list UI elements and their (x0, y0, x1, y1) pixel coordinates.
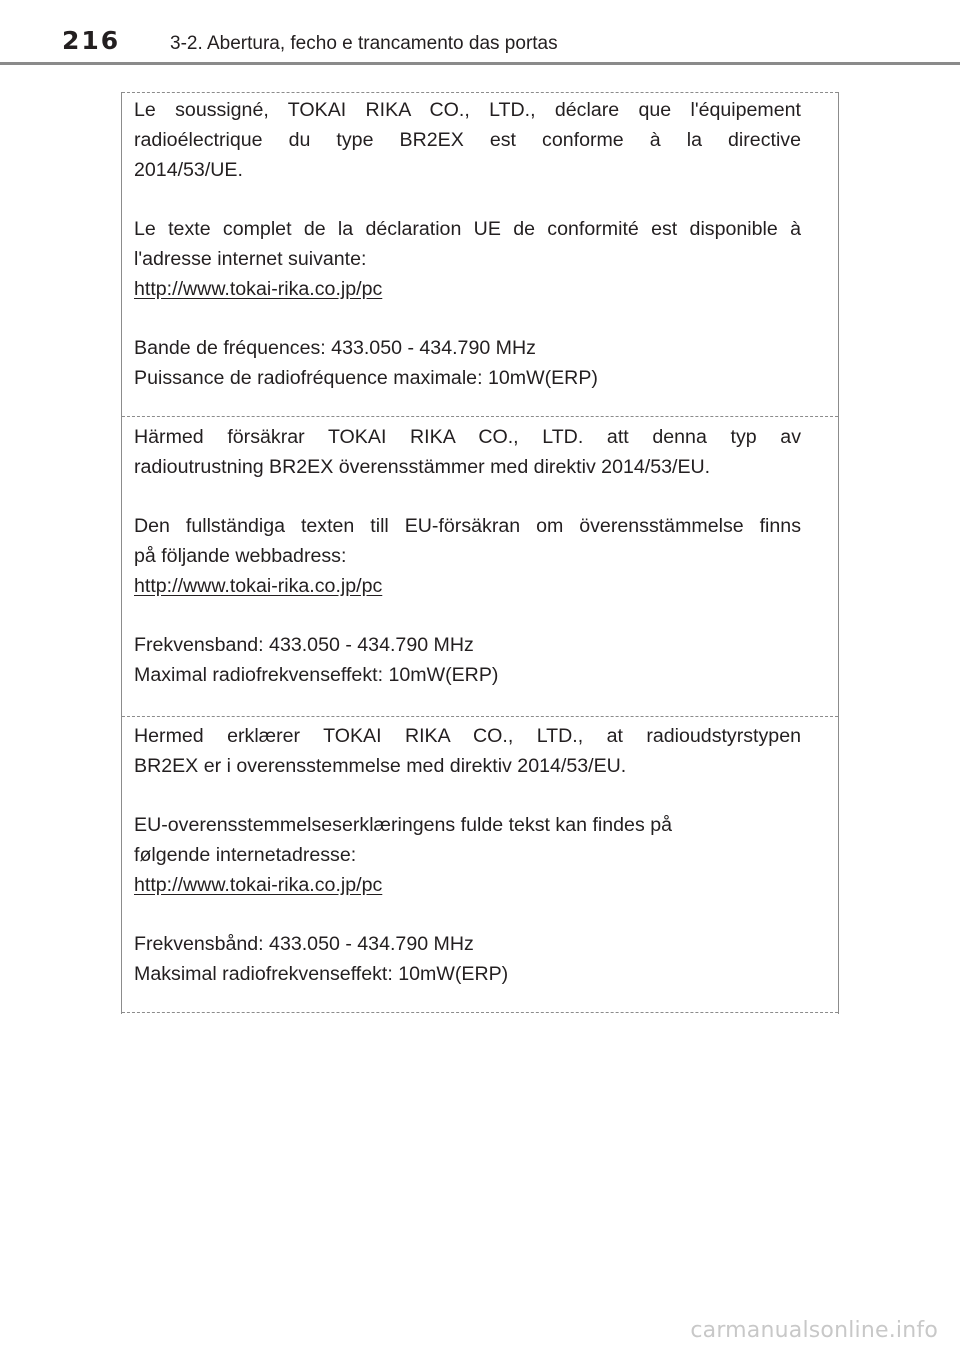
section-title: 3-2. Abertura, fecho e trancamento das portas (170, 33, 558, 54)
statement-line: Hermed erklærer TOKAI RIKA CO., LTD., at radioudstyrstypen (134, 725, 801, 747)
statement-line: Härmed försäkrar TOKAI RIKA CO., LTD. att denna typ av (134, 426, 801, 448)
declaration-swedish (134, 422, 801, 690)
max-power: Puissance de radiofréquence maximale: 10mW(ERP) (134, 367, 598, 389)
declarations-panel (121, 92, 839, 1014)
availability-line: EU-overensstemmelseserklæringens fulde tekst kan findes på (134, 814, 672, 836)
dashed-divider-bottom (122, 1012, 838, 1013)
max-power: Maximal radiofrekvenseffekt: 10mW(ERP) (134, 664, 499, 686)
declaration-url-link[interactable]: http://www.tokai-rika.co.jp/pc (134, 575, 383, 597)
declaration-url-link[interactable]: http://www.tokai-rika.co.jp/pc (134, 278, 383, 300)
declaration-url-link[interactable]: http://www.tokai-rika.co.jp/pc (134, 874, 383, 896)
frequency-band: Frekvensband: 433.050 - 434.790 MHz (134, 634, 474, 656)
statement-line: Le soussigné, TOKAI RIKA CO., LTD., déclare que l'équipement (134, 99, 801, 121)
page-number: 216 (62, 26, 121, 55)
page-header (0, 0, 960, 70)
statement-line: 2014/53/UE. (134, 159, 243, 181)
max-power: Maksimal radiofrekvenseffekt: 10mW(ERP) (134, 963, 509, 985)
availability-line: l'adresse internet suivante: (134, 248, 367, 270)
frequency-band: Bande de fréquences: 433.050 - 434.790 MHz (134, 337, 536, 359)
header-rule (0, 62, 960, 65)
dashed-divider-top (122, 92, 838, 93)
declaration-danish (134, 721, 801, 989)
frequency-band: Frekvensbånd: 433.050 - 434.790 MHz (134, 933, 474, 955)
availability-line: på följande webbadress: (134, 545, 347, 567)
availability-line: Le texte complet de la déclaration UE de conformité est disponible à (134, 218, 801, 240)
availability-line: Den fullständiga texten till EU-försäkran om överensstämmelse finns (134, 515, 801, 537)
dashed-divider (122, 716, 838, 717)
statement-line: radioélectrique du type BR2EX est conforme à la directive (134, 129, 801, 151)
site-watermark: carmanualsonline.info (690, 1318, 938, 1343)
dashed-divider (122, 416, 838, 417)
statement-line: radioutrustning BR2EX överensstämmer med direktiv 2014/53/EU. (134, 456, 711, 478)
statement-line: BR2EX er i overensstemmelse med direktiv 2014/53/EU. (134, 755, 627, 777)
declaration-french (134, 95, 801, 393)
availability-line: følgende internetadresse: (134, 844, 357, 866)
